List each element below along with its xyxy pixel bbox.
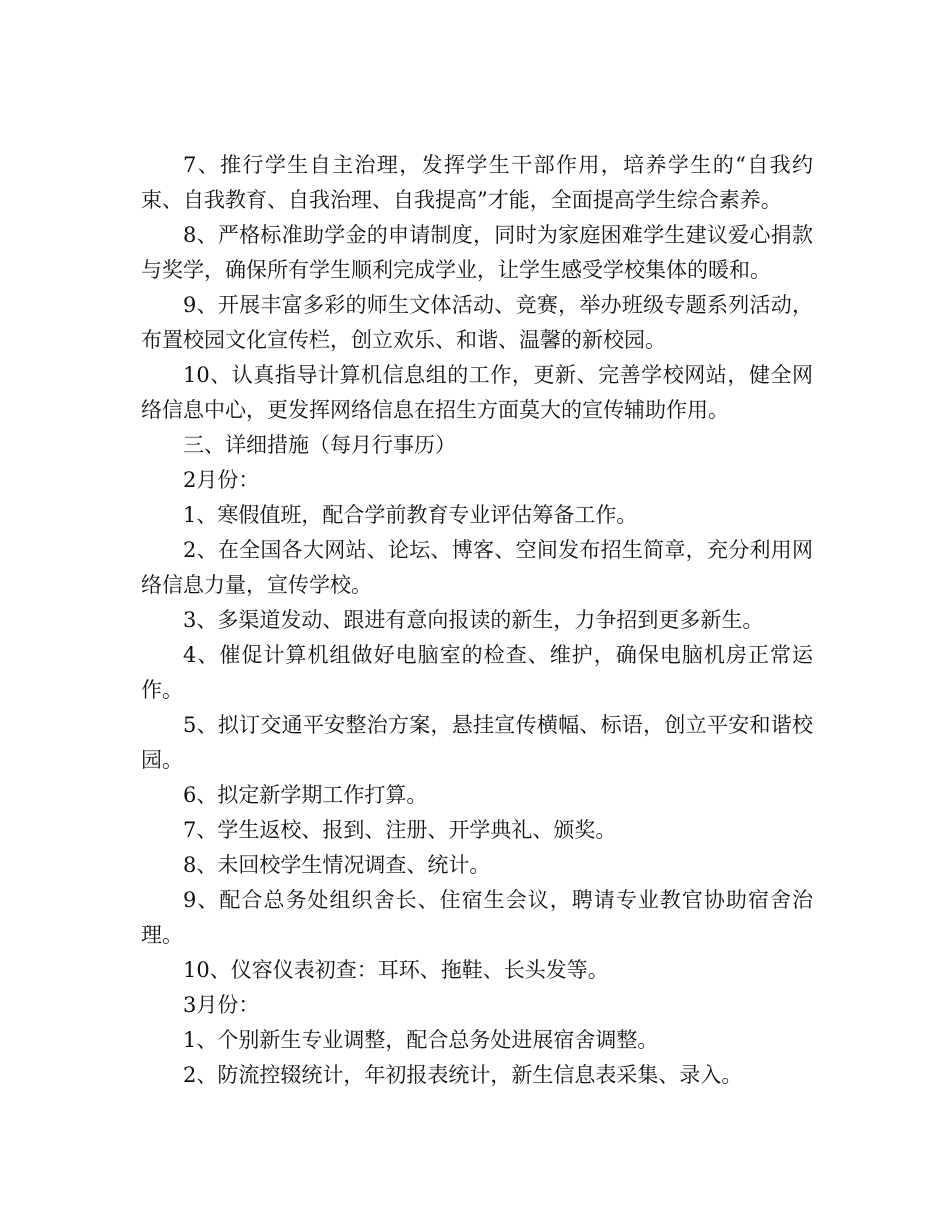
month-heading-march: 3月份： — [183, 993, 260, 1017]
feb-item-9: 9、配合总务处组织舍长、住宿生会议，聘请专业教官协助宿舍治理。 — [141, 888, 813, 947]
feb-item-1: 1、寒假值班，配合学前教育专业评估筹备工作。 — [183, 503, 638, 527]
paragraph-item-10-network: 10、认真指导计算机信息组的工作，更新、完善学校网站，健全网络信息中心，更发挥网络信息在招生方面莫大的宣传辅助作用。 — [141, 363, 813, 422]
month-heading-february: 2月份： — [183, 468, 260, 492]
feb-item-2: 2、在全国各大网站、论坛、博客、空间发布招生简章，充分利用网络信息力量，宣传学校。 — [141, 538, 813, 597]
feb-item-8: 8、未回校学生情况调查、统计。 — [183, 853, 491, 877]
feb-item-5: 5、拟订交通平安整治方案，悬挂宣传横幅、标语，创立平安和谐校园。 — [141, 713, 813, 772]
feb-item-3: 3、多渠道发动、跟进有意向报读的新生，力争招到更多新生。 — [183, 608, 764, 632]
mar-item-2: 2、防流控辍统计，年初报表统计，新生信息表采集、录入。 — [183, 1063, 743, 1087]
section-heading-measures: 三、详细措施（每月行事历） — [183, 433, 456, 457]
feb-item-10: 10、仪容仪表初查：耳环、拖鞋、长头发等。 — [183, 958, 609, 982]
paragraph-item-8-financial-aid: 8、严格标准助学金的申请制度，同时为家庭困难学生建议爱心捐款与奖学，确保所有学生顺利完成学业，让学生感受学校集体的暖和。 — [141, 223, 813, 282]
feb-item-6: 6、拟定新学期工作打算。 — [183, 783, 428, 807]
paragraph-item-9-activities: 9、开展丰富多彩的师生文体活动、竞赛，举办班级专题系列活动，布置校园文化宣传栏，创立欢乐、和谐、温馨的新校园。 — [141, 293, 813, 352]
feb-item-7: 7、学生返校、报到、注册、开学典礼、颁奖。 — [183, 818, 617, 842]
feb-item-4: 4、催促计算机组做好电脑室的检查、维护，确保电脑机房正常运作。 — [141, 643, 813, 702]
paragraph-item-7-self-management: 7、推行学生自主治理，发挥学生干部作用，培养学生的“自我约束、自我教育、自我治理、自我提高”才能，全面提高学生综合素养。 — [141, 153, 813, 212]
document-body — [141, 148, 813, 1093]
mar-item-1: 1、个别新生专业调整，配合总务处进展宿舍调整。 — [183, 1028, 659, 1052]
